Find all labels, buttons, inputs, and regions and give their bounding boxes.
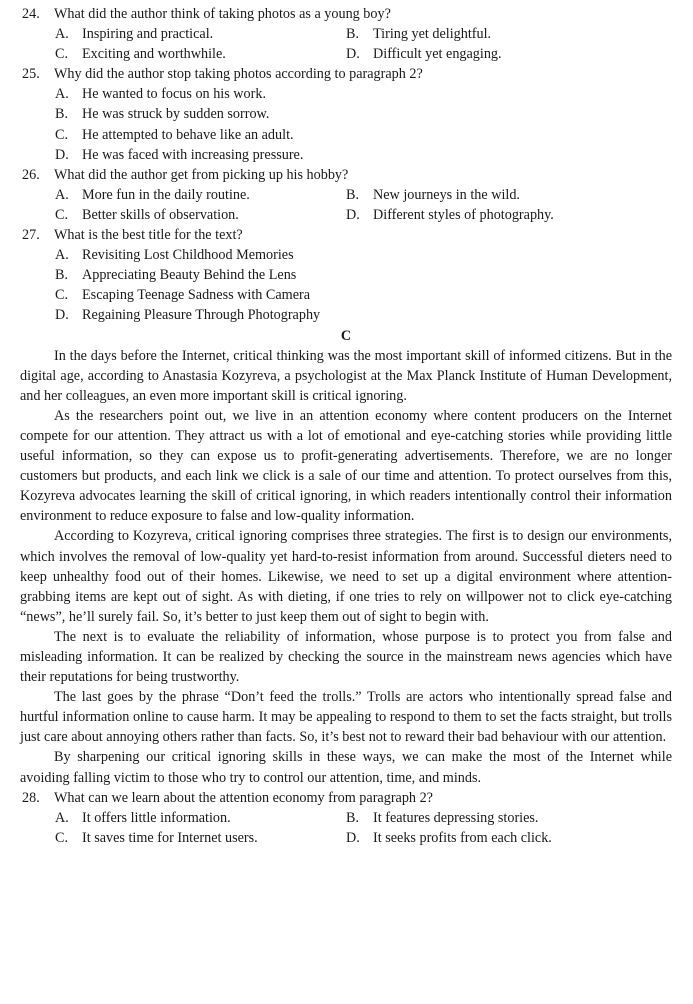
option-c — [55, 205, 239, 225]
option-d — [346, 44, 502, 64]
question-number: 25. — [22, 66, 40, 83]
option-letter: C. — [55, 829, 69, 846]
option-letter: D. — [55, 146, 69, 163]
option-c — [20, 125, 672, 145]
option-text: Escaping Teenage Sadness with Camera — [82, 287, 311, 304]
option-letter: A. — [55, 26, 69, 43]
exam-page — [20, 4, 672, 848]
option-text: Appreciating Beauty Behind the Lens — [82, 267, 297, 284]
question-number: 24. — [22, 6, 40, 22]
option-row — [20, 205, 672, 225]
option-text: Difficult yet engaging. — [373, 46, 502, 63]
option-text: New journeys in the wild. — [373, 186, 520, 203]
option-b — [20, 265, 672, 285]
option-letter: B. — [346, 186, 360, 203]
option-text: Tiring yet delightful. — [373, 26, 492, 43]
question-text: What did the author think of taking photos as a young boy? — [54, 6, 391, 22]
option-c — [55, 44, 226, 64]
option-text: He was struck by sudden sorrow. — [82, 106, 270, 123]
question-27 — [20, 225, 672, 325]
option-d — [346, 828, 552, 848]
option-letter: A. — [55, 809, 69, 826]
option-a — [20, 84, 672, 104]
option-a — [55, 808, 231, 828]
question-text: Why did the author stop taking photos according to paragraph 2? — [54, 66, 423, 83]
option-text: Regaining Pleasure Through Photography — [82, 307, 321, 324]
option-row — [20, 44, 672, 64]
question-number: 28. — [22, 789, 40, 806]
question-26 — [20, 165, 672, 225]
option-letter: B. — [346, 26, 360, 43]
option-letter: C. — [55, 287, 69, 304]
question-text: What did the author get from picking up his hobby? — [54, 166, 349, 183]
question-stem — [20, 165, 672, 185]
option-letter: D. — [55, 307, 69, 324]
option-text: He attempted to behave like an adult. — [82, 126, 294, 143]
question-28 — [20, 788, 672, 848]
option-c — [20, 285, 672, 305]
option-text: Different styles of photography. — [373, 206, 554, 223]
option-b — [20, 104, 672, 124]
option-text: More fun in the daily routine. — [82, 186, 250, 203]
option-text: It features depressing stories. — [373, 809, 539, 826]
question-text: What is the best title for the text? — [54, 227, 243, 244]
question-stem — [20, 225, 672, 245]
option-text: Exciting and worthwhile. — [82, 46, 226, 63]
option-letter: C. — [55, 46, 69, 63]
question-stem — [20, 788, 672, 808]
question-number: 27. — [22, 227, 40, 244]
question-text: What can we learn about the attention economy from paragraph 2? — [54, 789, 433, 806]
option-c — [55, 828, 258, 848]
passage-paragraph: According to Kozyreva, critical ignoring comprises three strategies. The first is to design our environments, which involves the removal of low-quality yet hard-to-resist information from around. Successful dieters need to keep unhealthy food out of their homes. Likewise, we need to set up a digital environment where attention-grabbing items are kept out of sight. As with dieting, if one tries to rely on willpower not to click eye-catching “news”, he’ll surely fail. So, it’s better to just keep them out of sight to begin with. — [20, 528, 672, 625]
option-letter: D. — [346, 829, 360, 846]
option-text: Inspiring and practical. — [82, 26, 214, 43]
passage-paragraph: The next is to evaluate the reliability of information, whose purpose is to protect you from false and misleading information. It can be realized by checking the source in the mainstream news agencies which have their reputations for being trustworthy. — [20, 628, 672, 686]
question-stem — [20, 4, 672, 24]
option-d — [20, 305, 672, 325]
option-text: Revisiting Lost Childhood Memories — [82, 247, 294, 264]
option-letter: D. — [346, 206, 360, 223]
question-24 — [20, 4, 672, 64]
option-b — [346, 185, 520, 205]
option-text: It saves time for Internet users. — [82, 829, 258, 846]
passage-paragraph: In the days before the Internet, critical thinking was the most important skill of informed citizens. But in the digital age, according to Anastasia Kozyreva, a psychologist at the Max Planck Institute of Human Development, and her colleagues, an even more important skill is critical ignoring. — [20, 347, 672, 404]
option-a — [55, 185, 250, 205]
option-a — [20, 245, 672, 265]
option-text: It seeks profits from each click. — [373, 829, 552, 846]
passage-paragraph: The last goes by the phrase “Don’t feed the trolls.” Trolls are actors who intentionally spread false and hurtful information online to cause harm. It may be appealing to respond to them to set the facts straight, but trolls just care about annoying others rather than facts. So, it’s best not to reward their bad behaviour with our attention. — [20, 689, 672, 746]
option-text: It offers little information. — [82, 809, 231, 826]
option-row — [20, 185, 672, 205]
option-b — [346, 24, 491, 44]
option-a — [55, 24, 213, 44]
option-letter: B. — [55, 267, 69, 284]
option-letter: C. — [55, 206, 69, 223]
option-d — [346, 205, 554, 225]
passage-paragraph: As the researchers point out, we live in an attention economy where content producers on the Internet compete for our attention. They attract us with a lot of emotional and eye-catching stories while providing little useful information, so they can expose us to profit-generating advertisements. Therefore, we are no longer customers but products, and each link we click is a sale of our time and attention. To protect ourselves from this, Kozyreva advocates learning the skill of critical ignoring, in which readers intentionally control their information environment to reduce exposure to false and low-quality information. — [20, 407, 672, 525]
option-letter: A. — [55, 247, 69, 264]
option-text: He was faced with increasing pressure. — [82, 146, 304, 163]
option-letter: C. — [55, 126, 69, 143]
option-text: Better skills of observation. — [82, 206, 239, 223]
option-letter: B. — [346, 809, 360, 826]
option-d — [20, 145, 672, 165]
option-b — [346, 808, 538, 828]
option-text: He wanted to focus on his work. — [82, 86, 267, 103]
question-stem — [20, 64, 672, 84]
option-row — [20, 808, 672, 828]
reading-passage — [20, 346, 672, 788]
option-letter: D. — [346, 46, 360, 63]
section-heading: C — [340, 327, 352, 344]
option-row — [20, 24, 672, 44]
option-row — [20, 828, 672, 848]
question-number: 26. — [22, 166, 40, 183]
option-letter: A. — [55, 186, 69, 203]
question-25 — [20, 64, 672, 164]
option-letter: B. — [55, 106, 69, 123]
passage-paragraph: By sharpening our critical ignoring skills in these ways, we can make the most of the Internet while avoiding falling victim to those who try to control our attention, time, and minds. — [20, 749, 672, 786]
option-letter: A. — [55, 86, 69, 103]
